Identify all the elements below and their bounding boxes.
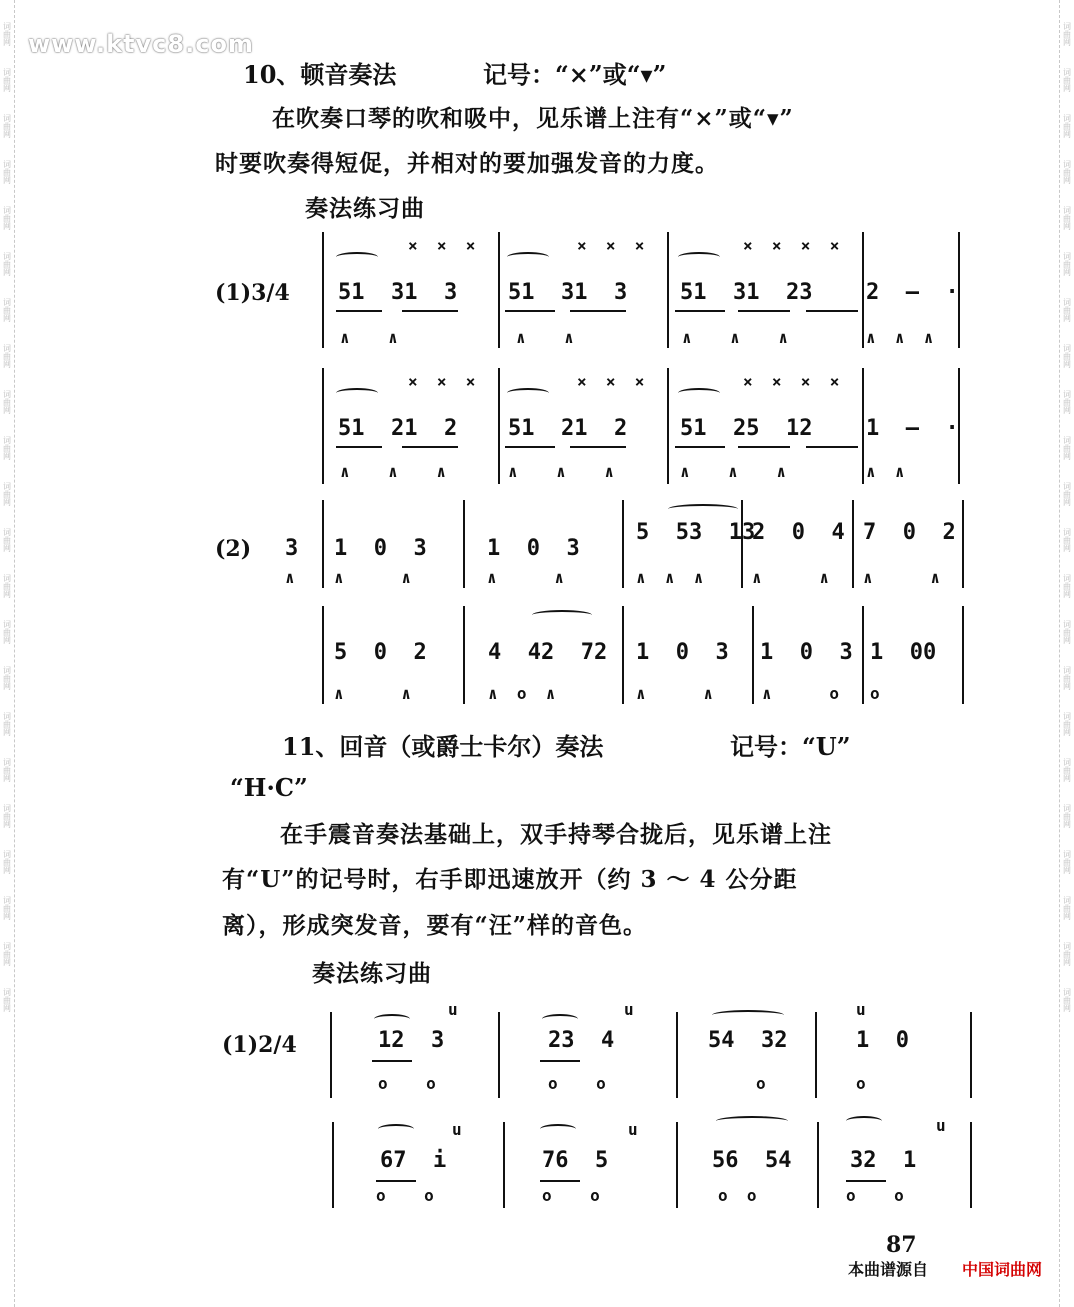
side-watermark-text: 词曲网: [2, 114, 12, 138]
u-mark: u: [448, 1000, 458, 1019]
staccato-marks: × × ×: [408, 372, 476, 391]
accent-marks: ∧ ∧: [863, 568, 941, 587]
staccato-marks: × × ×: [577, 236, 645, 255]
side-watermark-text: 词曲网: [2, 436, 12, 460]
underline: [846, 1180, 886, 1182]
side-watermark-text: 词曲网: [2, 620, 12, 644]
u-mark: u: [856, 1000, 866, 1019]
underline: [540, 1180, 580, 1182]
note-group: 1 00: [870, 640, 937, 665]
side-watermark-text: 词曲网: [1062, 528, 1072, 552]
note-group: 51 31 3: [338, 280, 458, 305]
side-watermark-text: 词曲网: [2, 390, 12, 414]
side-watermark-text: 词曲网: [1062, 390, 1072, 414]
side-watermark-text: 词曲网: [1062, 114, 1072, 138]
accent-marks: ∧: [285, 568, 295, 587]
underline: [738, 446, 790, 448]
slur: [507, 252, 549, 262]
note-group: 54 32: [708, 1028, 788, 1053]
barline: [498, 368, 500, 484]
slur: [846, 1116, 882, 1126]
note-group: 5 53 13: [636, 520, 756, 545]
slur: [532, 610, 592, 620]
side-watermark-text: 词曲网: [2, 252, 12, 276]
section11-exercise-title: 奏法练习曲: [312, 960, 432, 987]
footer-site-link[interactable]: 中国词曲网: [961, 1260, 1042, 1279]
note-group: 2 0 4: [752, 520, 845, 545]
barline: [503, 1122, 505, 1208]
left-dashed-border: [14, 0, 15, 1307]
side-watermark-text: 词曲网: [1062, 68, 1072, 92]
note-group: 51 31 23: [680, 280, 813, 305]
barline: [962, 606, 964, 704]
slur: [716, 1116, 788, 1126]
note-group: 51 31 3: [508, 280, 628, 305]
barline: [862, 232, 864, 348]
barline: [622, 500, 624, 588]
staccato-marks: × × × ×: [743, 236, 840, 255]
side-watermark-text: 词曲网: [1062, 160, 1072, 184]
section11-paragraph-line3: 离），形成突发音，要有“汪”样的音色。: [222, 912, 647, 939]
barline: [463, 500, 465, 588]
side-watermark-text: 词曲网: [2, 574, 12, 598]
barline: [498, 1012, 500, 1098]
underline: [570, 446, 626, 448]
footer-source-label: 本曲谱源自: [847, 1260, 928, 1279]
side-watermark-text: 词曲网: [1062, 252, 1072, 276]
note-group: 56 54: [712, 1148, 792, 1173]
barline: [330, 1012, 332, 1098]
side-watermark-text: 词曲网: [2, 206, 12, 230]
side-watermark-text: 词曲网: [1062, 22, 1072, 46]
note-group: 2 — ·: [866, 280, 959, 305]
slur: [668, 504, 738, 514]
underline: [540, 1060, 580, 1062]
u-mark: u: [936, 1116, 946, 1135]
page-number: 87: [886, 1232, 917, 1258]
side-watermark-text: 词曲网: [1062, 666, 1072, 690]
barline: [852, 500, 854, 588]
slur: [378, 1124, 414, 1134]
barline: [322, 232, 324, 348]
side-watermark-text: 词曲网: [1062, 850, 1072, 874]
note-group: 4 42 72: [488, 640, 608, 665]
side-watermark-text: 词曲网: [1062, 344, 1072, 368]
underline: [675, 310, 725, 312]
underline: [372, 1060, 412, 1062]
side-watermark-text: 词曲网: [1062, 896, 1072, 920]
section11-paragraph-line2: 有“U”的记号时，右手即迅速放开（约 3 ～ 4 公分距: [222, 866, 798, 893]
note-group: 51 21 2: [508, 416, 628, 441]
accent-marks: ∧ ∧: [487, 568, 565, 587]
barline: [752, 606, 754, 704]
slur: [712, 1010, 784, 1020]
accent-marks: ∧ ∧ ∧: [682, 328, 788, 347]
ex11-1-label: (1)2/4: [222, 1032, 297, 1058]
u-mark: u: [452, 1120, 462, 1139]
underline: [505, 310, 555, 312]
barline: [322, 606, 324, 704]
circle-marks: o: [756, 1074, 766, 1093]
side-watermark-text: 词曲网: [1062, 804, 1072, 828]
barline: [463, 606, 465, 704]
note-group: 1 0 3: [636, 640, 729, 665]
barline: [498, 232, 500, 348]
note-group: 51 25 12: [680, 416, 813, 441]
note-group: 1 — ·: [866, 416, 959, 441]
underline: [806, 446, 858, 448]
barline: [862, 368, 864, 484]
section10-paragraph-line1: 在吹奏口琴的吹和吸中，见乐谱上注有“×”或“▾”: [272, 105, 794, 132]
note-group: 1 0 3: [760, 640, 853, 665]
side-watermark-text: 词曲网: [1062, 758, 1072, 782]
site-watermark: www.ktvc8.com: [28, 30, 254, 58]
side-watermark-text: 词曲网: [1062, 482, 1072, 506]
section11-heading: 11、回音（或爵士卡尔）奏法: [282, 732, 604, 761]
side-watermark-text: 词曲网: [1062, 436, 1072, 460]
side-watermark-text: 词曲网: [1062, 988, 1072, 1012]
note-group: 1 0 3: [334, 536, 427, 561]
accent-marks: o: [870, 684, 880, 703]
section10-symbol: 记号：“×”或“▾”: [483, 60, 667, 89]
underline: [402, 310, 458, 312]
side-watermark-text: 词曲网: [2, 666, 12, 690]
note-group: 12 3: [378, 1028, 445, 1053]
side-watermark-text: 词曲网: [2, 712, 12, 736]
accent-marks: ∧ ∧: [516, 328, 574, 347]
underline: [336, 446, 382, 448]
side-watermark-text: 词曲网: [1062, 574, 1072, 598]
underline: [376, 1180, 416, 1182]
slur: [678, 252, 720, 262]
side-watermark-text: 词曲网: [2, 22, 12, 46]
underline: [738, 310, 790, 312]
barline: [862, 606, 864, 704]
slur: [374, 1014, 410, 1024]
note-group: 51 21 2: [338, 416, 458, 441]
underline: [336, 310, 382, 312]
accent-marks: ∧ ∧ ∧: [866, 328, 934, 347]
underline: [505, 446, 555, 448]
side-watermark-text: 词曲网: [2, 758, 12, 782]
u-mark: u: [628, 1120, 638, 1139]
slur: [542, 1014, 578, 1024]
side-watermark-text: 词曲网: [2, 68, 12, 92]
circle-marks: o o: [378, 1074, 436, 1093]
staccato-marks: × × × ×: [743, 372, 840, 391]
barline: [815, 1012, 817, 1098]
barline: [667, 232, 669, 348]
note-group: 3: [285, 536, 299, 561]
slur: [540, 1124, 576, 1134]
side-watermark-text: 词曲网: [1062, 206, 1072, 230]
note-group: 1 0: [856, 1028, 909, 1053]
circle-marks: o: [856, 1074, 866, 1093]
side-watermark-text: 词曲网: [2, 804, 12, 828]
section11-symbol2: “H·C”: [230, 773, 308, 802]
side-watermark-text: 词曲网: [2, 344, 12, 368]
side-watermark-text: 词曲网: [1062, 298, 1072, 322]
accent-marks: ∧ o ∧: [488, 684, 556, 703]
side-watermark-text: 词曲网: [2, 160, 12, 184]
accent-marks: ∧ ∧: [752, 568, 830, 587]
accent-marks: ∧ ∧: [340, 328, 398, 347]
side-watermark-text: 词曲网: [2, 528, 12, 552]
right-dashed-border: [1059, 0, 1060, 1307]
underline: [402, 446, 458, 448]
side-watermark-text: 词曲网: [2, 988, 12, 1012]
side-watermark-text: 词曲网: [2, 942, 12, 966]
underline: [806, 310, 858, 312]
barline: [322, 500, 324, 588]
section11-paragraph-line1: 在手震音奏法基础上，双手持琴合拢后，见乐谱上注: [280, 821, 832, 848]
ex10-2-label: (2): [215, 536, 252, 562]
barline: [667, 368, 669, 484]
barline: [676, 1012, 678, 1098]
accent-marks: ∧ ∧ ∧: [340, 462, 446, 481]
barline: [970, 1122, 972, 1208]
note-group: 1 0 3: [487, 536, 580, 561]
underline: [570, 310, 626, 312]
note-group: 67 i: [380, 1148, 447, 1173]
slur: [678, 388, 720, 398]
section10-paragraph-line2: 时要吹奏得短促，并相对的要加强发音的力度。: [215, 150, 719, 177]
u-mark: u: [624, 1000, 634, 1019]
accent-marks: ∧ ∧: [636, 684, 714, 703]
section10-heading: 10、顿音奏法: [243, 60, 397, 89]
side-watermark-text: 词曲网: [1062, 712, 1072, 736]
circle-marks: o o: [718, 1186, 757, 1205]
barline: [622, 606, 624, 704]
accent-marks: ∧ ∧: [334, 568, 412, 587]
accent-marks: ∧ ∧ ∧: [636, 568, 704, 587]
note-group: 7 0 2: [863, 520, 956, 545]
staccato-marks: × × ×: [577, 372, 645, 391]
circle-marks: o o: [846, 1186, 904, 1205]
note-group: 32 1: [850, 1148, 917, 1173]
circle-marks: o o: [548, 1074, 606, 1093]
barline: [676, 1122, 678, 1208]
accent-marks: ∧ ∧ ∧: [680, 462, 786, 481]
circle-marks: o o: [376, 1186, 434, 1205]
accent-marks: ∧ ∧ ∧: [508, 462, 614, 481]
side-watermark-text: 词曲网: [1062, 942, 1072, 966]
barline: [962, 500, 964, 588]
slur: [336, 252, 378, 262]
slur: [507, 388, 549, 398]
underline: [675, 446, 725, 448]
right-side-watermark: [1061, 0, 1073, 1307]
barline: [332, 1122, 334, 1208]
barline: [817, 1122, 819, 1208]
side-watermark-text: 词曲网: [1062, 620, 1072, 644]
accent-marks: ∧ ∧: [334, 684, 412, 703]
note-group: 76 5: [542, 1148, 609, 1173]
staccato-marks: × × ×: [408, 236, 476, 255]
side-watermark-text: 词曲网: [2, 482, 12, 506]
accent-marks: ∧ o: [762, 684, 840, 703]
circle-marks: o o: [542, 1186, 600, 1205]
section10-exercise-title: 奏法练习曲: [305, 195, 425, 222]
barline: [970, 1012, 972, 1098]
barline: [322, 368, 324, 484]
section11-symbol: 记号：“U”: [730, 732, 851, 761]
accent-marks: ∧ ∧: [866, 462, 905, 481]
side-watermark-text: 词曲网: [2, 850, 12, 874]
note-group: 5 0 2: [334, 640, 427, 665]
slur: [336, 388, 378, 398]
ex10-1-label: (1)3/4: [215, 280, 290, 306]
note-group: 23 4: [548, 1028, 615, 1053]
side-watermark-text: 词曲网: [2, 896, 12, 920]
side-watermark-text: 词曲网: [2, 298, 12, 322]
left-side-watermark: [1, 0, 13, 1307]
